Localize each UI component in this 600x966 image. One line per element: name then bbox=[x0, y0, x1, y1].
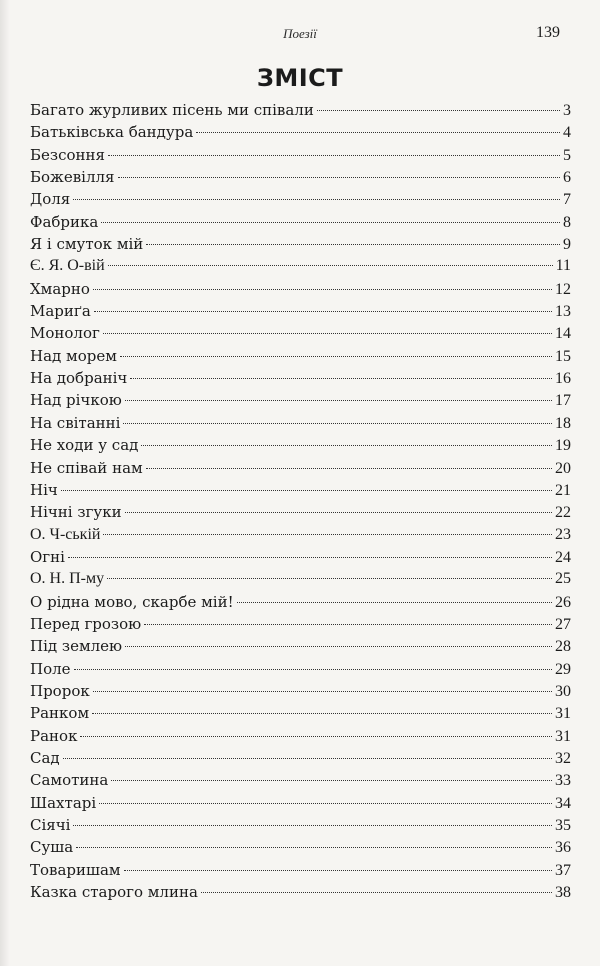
toc-entry-page: 13 bbox=[555, 303, 571, 321]
toc-dot-leader bbox=[144, 624, 552, 625]
toc-entry bbox=[30, 278, 571, 300]
toc-entry bbox=[30, 300, 571, 322]
toc-entry bbox=[30, 211, 571, 233]
toc-dot-leader bbox=[317, 110, 560, 111]
toc-entry-title: Хмарно bbox=[30, 279, 90, 298]
toc-dot-leader bbox=[111, 780, 552, 781]
toc-entry bbox=[30, 859, 571, 881]
toc-dot-leader bbox=[196, 132, 560, 133]
toc-entry-page: 20 bbox=[555, 459, 571, 477]
toc-entry-title: Казка старого млина bbox=[30, 883, 198, 902]
toc-dot-leader bbox=[76, 847, 552, 848]
toc-dot-leader bbox=[201, 892, 552, 893]
toc-entry-title: Фабрика bbox=[30, 212, 99, 231]
toc-dot-leader bbox=[80, 736, 552, 737]
toc-dot-leader bbox=[73, 199, 560, 200]
toc-entry bbox=[30, 412, 571, 434]
toc-entry bbox=[30, 836, 571, 858]
toc-dot-leader bbox=[120, 356, 552, 357]
toc-entry bbox=[30, 702, 571, 724]
toc-entry bbox=[30, 568, 571, 590]
toc-entry bbox=[30, 501, 571, 523]
toc-entry-page: 16 bbox=[555, 370, 571, 388]
toc-entry-page: 37 bbox=[555, 861, 571, 879]
toc-entry-title: Ранком bbox=[30, 704, 90, 723]
toc-entry-title: О. Н. П-му bbox=[30, 570, 105, 588]
toc-dot-leader bbox=[141, 445, 552, 446]
toc-entry-title: Шахтарі bbox=[30, 793, 97, 812]
toc-entry-page: 14 bbox=[555, 325, 571, 343]
toc-entry bbox=[30, 434, 571, 456]
toc-entry-page: 12 bbox=[555, 280, 571, 298]
toc-entry-title: Безсоння bbox=[30, 145, 105, 164]
toc-dot-leader bbox=[124, 870, 552, 871]
toc-entry-title: На світанні bbox=[30, 413, 121, 432]
toc-dot-leader bbox=[103, 333, 552, 334]
toc-entry-title: Нічні згуки bbox=[30, 503, 122, 522]
toc-entry-title: Перед грозою bbox=[30, 614, 142, 633]
toc-entry-page: 24 bbox=[555, 548, 571, 566]
toc-dot-leader bbox=[99, 803, 552, 804]
toc-entry-title: Над морем bbox=[30, 346, 117, 365]
toc-entry-page: 22 bbox=[555, 504, 571, 522]
toc-entry bbox=[30, 591, 571, 613]
toc-dot-leader bbox=[130, 378, 552, 379]
toc-entry-title: Доля bbox=[30, 190, 71, 209]
toc-entry-page: 18 bbox=[555, 414, 571, 432]
toc-entry-title: Божевілля bbox=[30, 168, 115, 187]
toc-entry-page: 29 bbox=[555, 660, 571, 678]
running-header bbox=[0, 26, 600, 46]
toc-entry-title: Сад bbox=[30, 748, 60, 767]
toc-entry-page: 7 bbox=[563, 191, 571, 209]
toc-entry bbox=[30, 635, 571, 657]
toc-entry bbox=[30, 792, 571, 814]
toc-entry bbox=[30, 658, 571, 680]
toc-entry bbox=[30, 680, 571, 702]
toc-entry bbox=[30, 725, 571, 747]
toc-dot-leader bbox=[118, 177, 561, 178]
toc-entry-page: 38 bbox=[555, 884, 571, 902]
toc-dot-leader bbox=[92, 713, 552, 714]
toc-entry-title: На добраніч bbox=[30, 369, 128, 388]
toc-entry-title: Не співай нам bbox=[30, 458, 143, 477]
toc-entry-title: Монолог bbox=[30, 324, 100, 343]
toc-dot-leader bbox=[93, 289, 552, 290]
toc-entry bbox=[30, 367, 571, 389]
toc-list bbox=[30, 99, 571, 903]
toc-dot-leader bbox=[101, 222, 560, 223]
toc-entry-page: 30 bbox=[555, 682, 571, 700]
toc-entry-title: О рідна мово, скарбе мій! bbox=[30, 592, 234, 611]
toc-entry bbox=[30, 613, 571, 635]
toc-entry-page: 34 bbox=[555, 794, 571, 812]
toc-entry-title: О. Ч-ській bbox=[30, 525, 101, 543]
toc-entry bbox=[30, 322, 571, 344]
toc-entry-title: Мариґа bbox=[30, 302, 91, 321]
toc-dot-leader bbox=[68, 557, 552, 558]
toc-entry-title: Над річкою bbox=[30, 391, 122, 410]
toc-entry-page: 11 bbox=[555, 257, 571, 275]
toc-dot-leader bbox=[125, 512, 552, 513]
toc-dot-leader bbox=[125, 646, 552, 647]
toc-entry bbox=[30, 814, 571, 836]
toc-entry-page: 31 bbox=[555, 727, 571, 745]
toc-entry bbox=[30, 747, 571, 769]
toc-entry bbox=[30, 121, 571, 143]
toc-entry-page: 3 bbox=[563, 102, 571, 119]
toc-entry-page: 23 bbox=[555, 525, 571, 543]
toc-entry-page: 19 bbox=[555, 437, 571, 455]
toc-entry bbox=[30, 524, 571, 546]
toc-entry bbox=[30, 769, 571, 791]
toc-dot-leader bbox=[107, 578, 552, 579]
toc-entry-title: Поле bbox=[30, 659, 71, 678]
toc-dot-leader bbox=[73, 825, 552, 826]
toc-entry-page: 6 bbox=[563, 169, 571, 187]
toc-entry-page: 27 bbox=[555, 615, 571, 633]
toc-entry-page: 5 bbox=[563, 146, 571, 164]
toc-title: ЗМІСТ bbox=[256, 64, 344, 92]
toc-entry-title: Суша bbox=[30, 838, 74, 857]
toc-dot-leader bbox=[108, 265, 553, 266]
toc-entry-title: Не ходи у сад bbox=[30, 436, 139, 455]
toc-entry-title: Під землею bbox=[30, 637, 123, 656]
toc-entry-page: 32 bbox=[555, 749, 571, 767]
toc-entry-page: 4 bbox=[563, 124, 571, 142]
toc-entry bbox=[30, 144, 571, 166]
toc-entry bbox=[30, 233, 571, 255]
running-title: Поезії bbox=[283, 26, 317, 41]
toc-entry-page: 21 bbox=[555, 481, 571, 499]
toc-entry-title: Товаришам bbox=[30, 860, 121, 879]
toc-dot-leader bbox=[123, 423, 552, 424]
toc-entry bbox=[30, 255, 571, 277]
toc-dot-leader bbox=[74, 669, 552, 670]
toc-dot-leader bbox=[94, 311, 552, 312]
toc-entry-page: 15 bbox=[555, 347, 571, 365]
toc-dot-leader bbox=[146, 244, 560, 245]
toc-entry bbox=[30, 345, 571, 367]
toc-entry bbox=[30, 457, 571, 479]
toc-entry-title: Батьківська бандура bbox=[30, 123, 194, 142]
toc-entry-page: 26 bbox=[555, 593, 571, 611]
page-edge-shadow bbox=[0, 0, 10, 966]
toc-entry-page: 17 bbox=[555, 392, 571, 410]
toc-entry-page: 33 bbox=[555, 772, 571, 790]
toc-entry-title: Ранок bbox=[30, 726, 78, 745]
toc-entry bbox=[30, 389, 571, 411]
toc-entry-page: 35 bbox=[555, 817, 571, 834]
toc-entry-page: 31 bbox=[555, 705, 571, 723]
toc-entry-title: Самотина bbox=[30, 771, 109, 790]
toc-entry-title: Багато журливих пісень ми співали bbox=[30, 101, 314, 119]
toc-dot-leader bbox=[146, 468, 552, 469]
toc-entry-page: 28 bbox=[555, 638, 571, 656]
toc-entry-title: Я і смуток мій bbox=[30, 235, 144, 254]
toc-entry-title: Пророк bbox=[30, 681, 90, 700]
toc-entry-page: 9 bbox=[563, 236, 571, 254]
toc-entry-title: Сіячі bbox=[30, 816, 71, 834]
toc-entry-page: 25 bbox=[555, 570, 571, 588]
toc-entry-title: Ніч bbox=[30, 480, 58, 499]
toc-dot-leader bbox=[93, 691, 552, 692]
toc-entry bbox=[30, 881, 571, 903]
toc-dot-leader bbox=[103, 534, 552, 535]
toc-dot-leader bbox=[237, 602, 552, 603]
toc-entry bbox=[30, 546, 571, 568]
toc-entry-page: 36 bbox=[555, 839, 571, 857]
toc-entry bbox=[30, 166, 571, 188]
toc-dot-leader bbox=[108, 155, 560, 156]
toc-dot-leader bbox=[125, 400, 552, 401]
toc-entry-page: 8 bbox=[563, 213, 571, 231]
toc-entry bbox=[30, 188, 571, 210]
toc-dot-leader bbox=[63, 758, 552, 759]
toc-dot-leader bbox=[61, 490, 552, 491]
toc-entry bbox=[30, 99, 571, 121]
toc-entry bbox=[30, 479, 571, 501]
toc-entry-title: Є. Я. О-вій bbox=[30, 257, 105, 275]
toc-entry-title: Огні bbox=[30, 547, 65, 566]
page-number: 139 bbox=[536, 24, 560, 41]
